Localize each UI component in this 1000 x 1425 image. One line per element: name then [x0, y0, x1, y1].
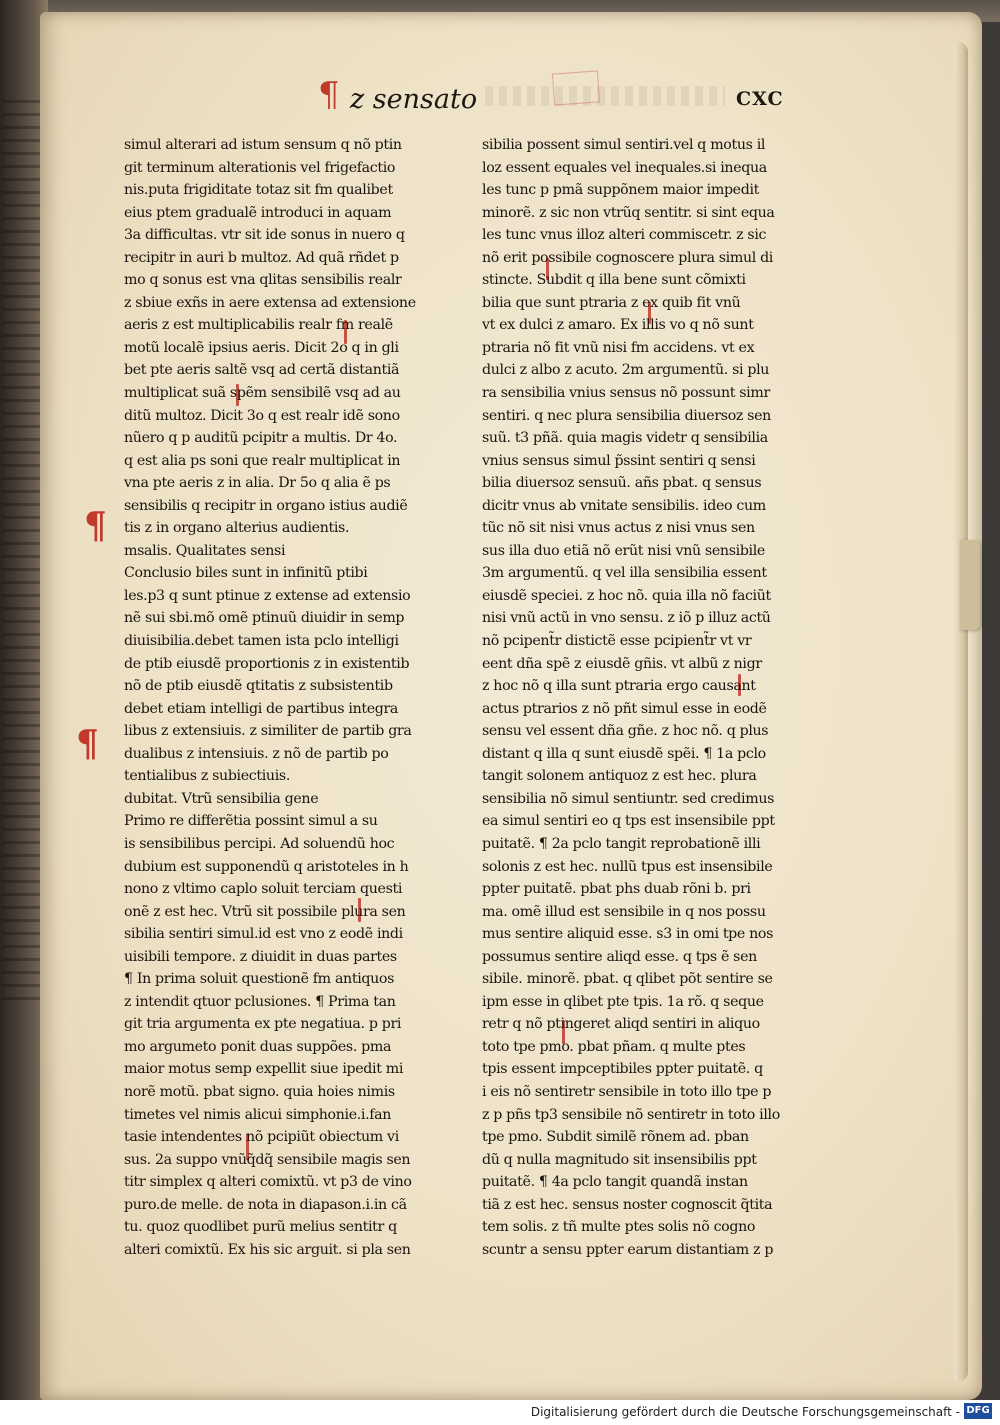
text-line: tasie intendentes nõ pcipiũt obiectum vi [124, 1129, 399, 1146]
text-line: puitatẽ. ¶ 2a pclo tangit reprobationẽ illi [482, 835, 761, 852]
facing-page-edge [2, 100, 44, 1000]
text-line: scuntr a sensu ppter earum distantiam z p [482, 1241, 774, 1258]
text-line: norẽ motũ. pbat signo. quia hoies nimis [124, 1083, 395, 1100]
text-line: tis z in organo alterius audientis. [124, 520, 350, 537]
text-line: dubium est supponendũ q aristoteles in h [124, 858, 409, 875]
text-line: 3a difficultas. vtr sit ide sonus in nuero q [124, 227, 405, 244]
text-line: tem solis. z tñ multe ptes solis nõ cogno [482, 1219, 756, 1236]
text-line: q est alia ps soni que realr multiplicat in [124, 452, 401, 469]
text-line: 3m argumentũ. q vel illa sensibilia essent [482, 565, 767, 582]
text-line: ea simul sentiri eo q tps est insensibile ppt [482, 813, 775, 830]
text-line: puro.de melle. de nota in diapason.i.in cã [124, 1196, 407, 1213]
text-line: sus illa duo etiã nõ erũt nisi vnũ sensibile [482, 542, 765, 559]
text-line: libus z extensiuis. z similiter de partib gra [124, 723, 412, 740]
text-line: loz essent equales vel inequales.si inequa [482, 159, 767, 176]
text-line: mus sentire aliquid esse. s3 in omi tpe nos [482, 926, 774, 943]
text-line: ma. omẽ illud est sensibile in q nos possu [482, 903, 766, 920]
text-line: bilia que sunt ptraria z ex quib fit vnũ [482, 294, 741, 311]
text-line: eent dña spẽ z eiusdẽ gñis. vt albũ z nigr [482, 655, 762, 672]
text-line: multiplicat suã spẽm sensibilẽ vsq ad au [124, 385, 401, 402]
text-line: les tunc vnus illoz alteri commiscetr. z sic [482, 227, 767, 244]
text-line: git tria argumenta ex pte negatiua. p pri [124, 1016, 402, 1033]
text-line: vnius sensus simul p̃ssint sentiri q sensi [482, 452, 756, 469]
text-line: is sensibilibus percipi. Ad soluendũ hoc [124, 835, 395, 852]
text-line: tu. quoz quodlibet purũ melius sentitr q [124, 1219, 397, 1236]
text-line: tpis essent impceptibiles ppter puitatẽ. q [482, 1061, 763, 1078]
text-line: actus ptrarios z nõ pñt simul esse in eodẽ [482, 700, 767, 717]
text-line: alteri comixtũ. Ex his sic arguit. si pla sen [124, 1241, 411, 1258]
text-line: maior motus semp expellit siue ipedit mi [124, 1061, 404, 1078]
text-line: z intendit qtuor pclusiones. ¶ Prima tan [124, 993, 396, 1010]
text-line: aeris z est multiplicabilis realr fm realẽ [124, 317, 393, 334]
running-head: z sensato [350, 84, 478, 115]
text-line: timetes vel nimis alicui simphonie.i.fan [124, 1106, 392, 1123]
text-line: nẽ sui sbi.mõ omẽ ptinuũ diuidir in semp [124, 610, 405, 627]
footer-bar [0, 1400, 1000, 1425]
text-line: dubitat. Vtrũ sensibilia gene [124, 790, 319, 807]
text-line: nũero q p auditũ pcipitr a multis. Dr 4o. [124, 430, 398, 447]
text-line: bet pte aeris saltẽ vsq ad certã distantiã [124, 362, 400, 379]
text-line: titr simplex q alteri comixtũ. vt p3 de vino [124, 1174, 412, 1191]
text-line: puitatẽ. ¶ 4a pclo tangit quandã instan [482, 1174, 748, 1191]
text-line: uisibili tempore. z diuidit in duas partes [124, 948, 397, 965]
text-line: git terminum alterationis vel frigefactio [124, 159, 396, 176]
text-line: nono z vltimo caplo soluit terciam questi [124, 881, 403, 898]
text-line: debet etiam intelligi de partibus integra [124, 700, 399, 717]
text-line: nõ de ptib eiusdẽ qtitatis z subsistentib [124, 678, 393, 695]
text-line: les.p3 q sunt ptinue z extense ad extensio [124, 587, 411, 604]
text-line: recipitr in auri b multoz. Ad quã rñdet p [124, 249, 399, 266]
text-line: z sbiue exñs in aere extensa ad extensione [124, 294, 416, 311]
right-text-column [482, 134, 812, 1261]
text-line: tentialibus z subiectiuis. [124, 768, 290, 785]
text-line: z hoc nõ q illa sunt ptraria ergo causant [482, 678, 756, 695]
text-line: dualibus z intensiuis. z nõ de partib po [124, 745, 389, 762]
text-line: ptraria nõ fit vnũ nisi fm accidens. vt ex [482, 339, 755, 356]
left-text-column [124, 134, 464, 1261]
text-line: minorẽ. z sic non vtrũq sentitr. si sint equa [482, 204, 775, 221]
text-line: nisi vnũ actũ in vno sensu. z iõ p illuz actũ [482, 610, 771, 627]
text-line: z p pñs tp3 sensibile nõ sentiretr in toto illo [482, 1106, 780, 1123]
text-line: onẽ z est hec. Vtrũ sit possibile plura sen [124, 903, 406, 920]
text-line: vt ex dulci z amaro. Ex illis vo q nõ sunt [482, 317, 754, 334]
text-line: suũ. t3 pñã. quia magis videtr q sensibilia [482, 430, 768, 447]
folio-number: CXC [736, 88, 784, 110]
text-line: simul alterari ad istum sensum q nõ ptin [124, 137, 402, 153]
digitization-credit: Digitalisierung gefördert durch die Deutsche Forschungsgemeinschaft - [530, 1405, 960, 1419]
text-line: ditũ multoz. Dicit 3o q est realr idẽ sono [124, 407, 400, 424]
text-line: tpe pmo. Subdit similẽ rõnem ad. pban [482, 1129, 749, 1146]
text-line: i eis nõ sentiretr sensibile in toto illo tpe p [482, 1083, 772, 1100]
text-line: ipm esse in qlibet pte tpis. 1a rõ. q seque [482, 993, 764, 1010]
text-line: sentiri. q nec plura sensibilia diuersoz sen [482, 407, 771, 424]
library-stamp [552, 70, 600, 105]
text-line: solonis z est hec. nullũ tpus est insensibile [482, 858, 773, 875]
text-line: mo argumeto ponit duas suppões. pma [124, 1038, 392, 1055]
text-line: sensu vel essent dña gñe. z hoc nõ. q plus [482, 723, 769, 740]
text-line: motũ localẽ ipsius aeris. Dicit 2o q in gli [124, 339, 399, 356]
text-line: de ptib eiusdẽ proportionis z in existentib [124, 655, 410, 672]
text-line: nis.puta frigiditate totaz sit fm qualibet [124, 182, 393, 199]
text-line: retr q nõ ptingeret aliqd sentiri in aliquo [482, 1016, 760, 1033]
text-line: sus. 2a suppo vnũq̃dq̃ sensibile magis sen [124, 1151, 411, 1168]
text-line: bilia diuersoz sensuũ. añs pbat. q sensus [482, 475, 762, 492]
text-line: dũ q nulla magnitudo sit insensibilis ppt [482, 1151, 757, 1168]
header-pilcrow-mark: ¶ [318, 75, 340, 115]
text-line: eiusdẽ speciei. z hoc nõ. quia illa nõ faciũt [482, 587, 771, 604]
text-line: les tunc p pmã suppõnem maior impedit [482, 182, 759, 199]
ink-show-through [485, 86, 725, 106]
text-line: sensibilis q recipitr in organo istius audiẽ [124, 497, 408, 514]
text-line: eius ptem gradualẽ introduci in aquam [124, 204, 392, 221]
text-line: sibile. minorẽ. pbat. q qlibet põt sentire se [482, 971, 773, 988]
text-line: dulci z albo z acuto. 2m argumentũ. si plu [482, 362, 770, 379]
text-line: tũc nõ sit nisi vnus actus z nisi vnus sen [482, 520, 755, 537]
text-line: stincte. Subdit q illa bene sunt cõmixti [482, 272, 746, 289]
text-line: vna pte aeris z in alia. Dr 5o q alia ẽ ps [124, 475, 391, 492]
text-line: dicitr vnus ab vnitate sensibilis. ideo cum [482, 497, 766, 514]
text-line: msalis. Qualitates sensi [124, 542, 286, 559]
margin-paragraph-mark: ¶ [76, 723, 99, 765]
text-line: Conclusio biles sunt in infinitũ ptibi [124, 565, 368, 582]
dfg-logo: DFG [964, 1403, 992, 1419]
page-tab-marker [960, 540, 980, 630]
text-line: tiã z est hec. sensus noster cognoscit q̃tita [482, 1196, 773, 1213]
margin-paragraph-mark: ¶ [84, 505, 107, 547]
text-line: nõ erit possibile cognoscere plura simul di [482, 249, 773, 266]
text-line: toto tpe pmo. pbat pñam. q multe ptes [482, 1038, 746, 1055]
text-line: diuisibilia.debet tamen ista pclo intelligi [124, 633, 399, 650]
text-line: ppter puitatẽ. pbat phs duab rõni b. pri [482, 881, 751, 898]
text-line: sibilia sentiri simul.id est vno z eodẽ indi [124, 926, 403, 943]
text-line: possumus sentire aliqd esse. q tps ẽ sen [482, 948, 757, 965]
text-line: distant q illa q sunt eiusdẽ spẽi. ¶ 1a pclo [482, 745, 766, 762]
text-line: sibilia possent simul sentiri.vel q motus il [482, 137, 766, 153]
text-line: nõ pcipent̃r distictẽ esse pcipient̃r vt vr [482, 633, 752, 650]
text-line: tangit solonem antiquoz z est hec. plura [482, 768, 757, 785]
text-line: mo q sonus est vna qlitas sensibilis realr [124, 272, 402, 289]
text-line: ra sensibilia vnius sensus nõ possunt simr [482, 385, 770, 402]
text-line: Primo re differẽtia possint simul a su [124, 813, 378, 830]
text-line: ¶ In prima soluit questionẽ fm antiquos [124, 971, 395, 988]
text-line: sensibilia nõ simul sentiuntr. sed credimus [482, 790, 775, 807]
page-fore-edge [954, 42, 968, 1382]
